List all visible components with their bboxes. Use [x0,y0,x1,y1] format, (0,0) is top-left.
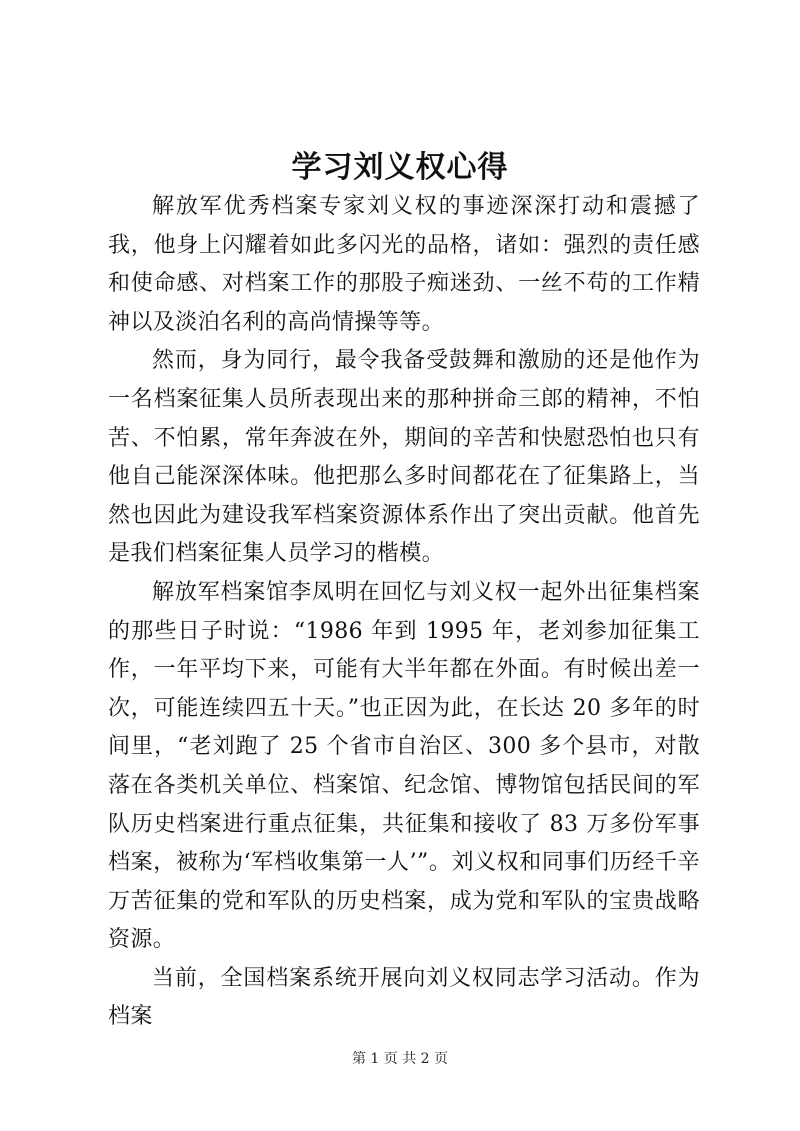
paragraph-3: 解放军档案馆李凤明在回忆与刘义权一起外出征集档案的那些日子时说：“1986 年到 1995 年，老刘参加征集工作，一年平均下来，可能有大半年都在外面。有时候出差一次，可能连续四五十天。”也正因为此，在长达 20 多年的时间里，“老刘跑了 25 个省市自治区、300 多个县市，对散落在各类机关单位、档案馆、纪念馆、博物馆包括民间的军队历史档案进行重点征集，共征集和接收了 83 万多份军事档案，被称为‘军档收集第一人’”。刘义权和同事们历经千辛万苦征集的党和军队的历史档案，成为党和军队的宝贵战略资源。 [108,579,700,953]
paragraph-1: 解放军优秀档案专家刘义权的事迹深深打动和震撼了我，他身上闪耀着如此多闪光的品格，诸如：强烈的责任感和使命感、对档案工作的那股子痴迷劲、一丝不苟的工作精神以及淡泊名利的高尚情操等等。 [108,194,700,335]
document-body [108,188,700,1037]
page-number-footer: 第 1 页 共 2 页 [351,1051,449,1067]
paragraph-4: 当前，全国档案系统开展向刘义权同志学习活动。作为档案 [108,965,700,1030]
document-title: 学习刘义权心得 [291,150,509,185]
paragraph-2: 然而，身为同行，最令我备受鼓舞和激励的还是他作为一名档案征集人员所表现出来的那种拼命三郎的精神，不怕苦、不怕累，常年奔波在外，期间的辛苦和快慰恐怕也只有他自己能深深体味。他把那么多时间都花在了征集路上，当然也因此为建设我军档案资源体系作出了突出贡献。他首先是我们档案征集人员学习的楷模。 [108,348,700,567]
